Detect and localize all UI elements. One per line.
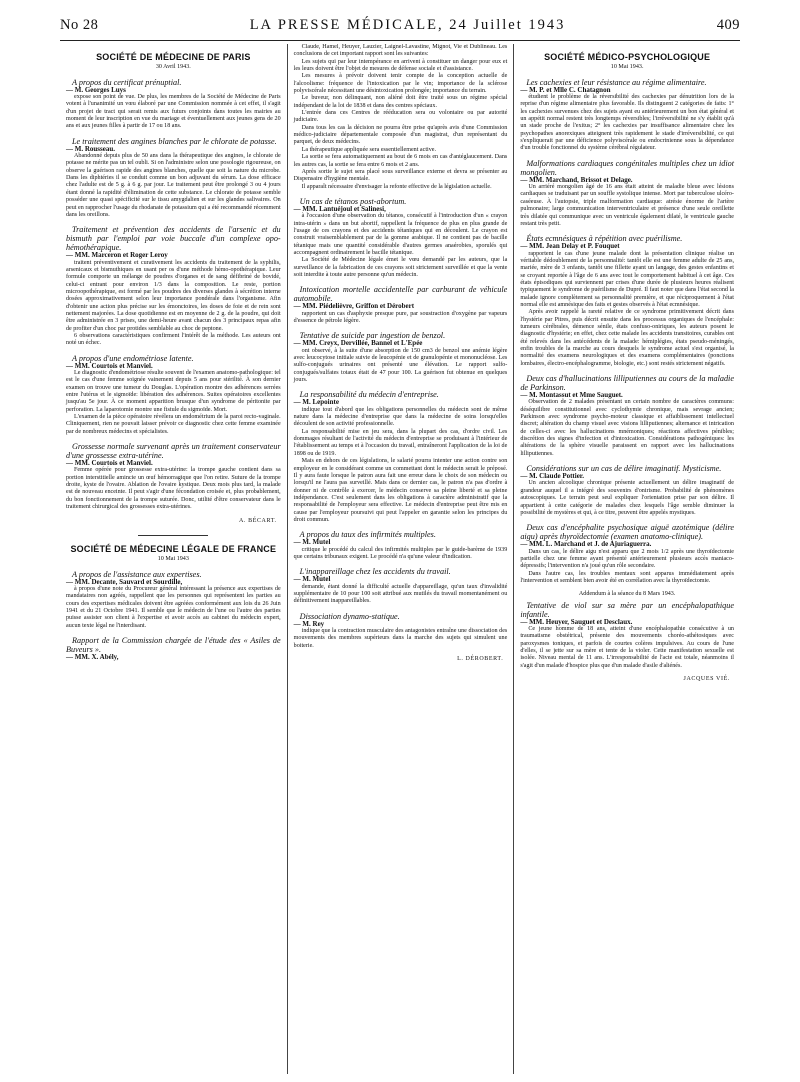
communication-authors: — MM. L. Marchand et J. de Ajuriaguerra. xyxy=(520,540,652,549)
communication-authors: — MM. Courtois et Manviel. xyxy=(66,459,153,468)
communication xyxy=(520,601,734,670)
communication xyxy=(294,567,508,605)
paragraph: Il apparaît nécessaire d'envisager la refonte effective de la législation actuelle. xyxy=(301,183,492,190)
communication xyxy=(520,374,734,458)
communication-authors: — MM. Marceron et Roger Leroy xyxy=(66,251,168,260)
communication xyxy=(66,137,281,219)
page-header xyxy=(60,10,740,41)
paragraph: Le buveur, non délinquant, non aliéné doit être traité sous un régime spécial indépendant de la loi de 1838 et dans des centres spéciaux. xyxy=(293,95,508,109)
paragraph: indique tout d'abord que les obligations personnelles du médecin sont de même nature dans la médecine d'entreprise que dans la médecine de soins lorsqu'elles découlent de son activité professionnelle. xyxy=(293,406,508,428)
communication-authors: — MM. Lantuéjoul et Salinesi, xyxy=(293,204,386,213)
paragraph: Dans tous les cas la décision ne pourra être prise qu'après avis d'une Commission médico-judiciaire départementale composée d'un magistrat, d'un représentant du parquet, de deux médecins. xyxy=(293,124,508,146)
communication xyxy=(66,636,281,661)
paragraph: Observation de 2 malades présentant un certain nombre de caractères communs: déséquilibre constitutionnel avec cyclothymie chronique, mais sevrage ancien; Parkinson avec syndrome psycho-moteur classique et affaiblissement intellectuel discret; altération du champ visuel avec visions lilliputiennes; alternance et intrication de celles-ci avec les hallucinations mnémoniques; réactions affectives pénibles; discrétion des signes d'infection et d'intoxication. Considérations pathogéniques: les altérations de la sphère visuelle paraissent en rapport avec les hallucinations lilliputiennes. xyxy=(520,399,734,457)
column-2 xyxy=(287,44,514,1074)
communication-title: Traitement et prévention des accidents de l'arsenic et du bismuth par l'emploi par voie buccale d'un complexe opo-hémothérapique. xyxy=(66,225,281,253)
communication-title: Considérations sur un cas de délire imaginatif. Mysticisme. xyxy=(526,464,722,474)
communication-authors: — M. Mutel xyxy=(293,538,331,547)
communication xyxy=(66,225,281,347)
paragraph: Ce jeune homme de 18 ans, atteint d'une encéphalopathie consécutive à un traumatisme obstétrical, présente des mouvements choréo-athétosiques avec paroxysmes toniques, et parfois de courtes colères impulsives. Au cours de l'une d'elles, il se jette sur sa mère et tente de la violer. Cette manifestation sexuelle est isolée. Niveau mental de 11 ans. L'irresponsabilité de l'acte est totale, néanmoins il s'agit d'un malade d'hospice plus que d'un malade d'asile d'aliénés. xyxy=(520,625,734,669)
communication-title: Le traitement des angines blanches par le chlorate de potasse. xyxy=(72,136,277,146)
communication-authors: — MM. Jean Delay et P. Fouquet xyxy=(520,242,620,251)
communication-authors: — MM. Decante, Sauvard et Sourdille, xyxy=(66,577,183,586)
communication-authors: — M. P. et Mlle C. Chatagnon xyxy=(520,85,611,94)
signature: JACQUES VIÉ. xyxy=(683,676,730,682)
communication xyxy=(520,78,734,153)
communication xyxy=(294,285,508,325)
paragraph: Dans un cas, le délire aigu n'est apparu que 2 mois 1/2 après une thyroïdectomie partielle chez une femme ayant présenté antérieurement plusieurs accès maniaco-dépressifs; l'intervention n'a joué qu'un rôle secondaire. xyxy=(520,548,734,570)
paragraph: Après avoir rappelé la rareté relative de ce syndrome primitivement décrit dans l'hystérie par Pitres, puis décrit ensuite dans les processus organiques de l'encéphale: tumeurs cérébrales, démence sénile, états confuso-oniriques, les auteurs posent le diagnostic d'hystérie; en effet, chez cette malade les accidents transitoires, curables ont été relevés dans les antécédents de la malade: hémiplégies, états pseudo-méningés, enfin troubles de la marche au cours desquels le syndrome actuel s'est organisé, la normalité des examens neurologiques et des examens complémentaires (ponctions lombaires, électro-encéphalogramme, biologie, etc.) sont restés strictement négatifs. xyxy=(520,309,734,367)
communication xyxy=(66,442,281,511)
paragraph: expose son point de vue. De plus, les membres de la Société de Médecine de Paris votent à l'unanimité un vœu élaboré par une Commission nommée à cet effet, il s'agit d'un projet de tract qui serait remis aux futurs conjoints dans toutes les mairies au moment de leur inscription en vue du mariage et éventuellement aux jeunes gens de 20 ans et aux jeunes filles à partir de 17 ou 18 ans. xyxy=(66,94,281,130)
communication-authors: — MM. Heuyer, Sauguet et Desclaux. xyxy=(520,617,633,626)
communication xyxy=(520,464,734,517)
paragraph: critique le procédé du calcul des infirmités multiples par le guide-barème de 1939 que certains tribunaux exigent. Le procédé n'a qu'une valeur d'indication. xyxy=(293,546,508,560)
paragraph: Mais en dehors de ces législations, le salarié pourra intenter une action contre son employeur en le considérant comme un commettant dont le médecin serait le préposé. Il y aura faute lorsque le patron aura fait une erreur dans le choix de son médecin ou lorsqu'il ne l'aura pas surveillé. Mais dans ce dernier cas, le patron n'a pas d'ordre à donner ni de contrôle à exercer, le médecin conserve sa pleine liberté et sa pleine indépendance. C'est seulement dans les obligations à caractère administratif que la responsabilité de l'employeur sera effective. Le médecin d'entreprise peut être mis en cause par l'employeur poursuivi qui peut l'appeler en garantie selon les principes du droit commun. xyxy=(293,458,508,523)
paragraph: Un ancien alcoolique chronique présente actuellement un délire imaginatif de grandeur auquel il a intégré des souvenirs d'onirisme. Probabilité de phénomènes autoscopiques. Le terrain peut seul expliquer l'orientation prise par son délire. Il appartient à cette catégorie de malades chez lesquels l'âge semble diminuer la possibilité de mystères et qui, à ce titre, peuvent être appelés mystiques. xyxy=(520,480,734,516)
communication-title: Tentative de suicide par ingestion de benzol. xyxy=(299,331,446,341)
communication xyxy=(520,159,734,228)
paragraph: L'examen de la pièce opératoire révélera un endométrium de la paroi recto-vaginale. Cliniquement, rien ne pouvait laisser prévoir ce diagnostic chez cette femme examinée par de nombreux médecins et spécialistes. xyxy=(66,414,281,435)
communication-authors: — MM. Creyx, Dervillée, Bannel et L'Epée xyxy=(293,339,423,348)
communication-authors: — M. Lepointe xyxy=(293,398,339,407)
paragraph: Abandonné depuis plus de 50 ans dans la thérapeutique des angines, le chlorate de potasse ne mérite pas un tel oubli. Si on l'administre selon une posologie rigoureuse, on observe la guérison rapide des angines blanches, quelle que soit la nature du microbe. Dans les diphtéries il se conduit comme un bon adjuvant du sérum. La dose efficace chez l'adulte est de 5 g. à 6 g. par jour. Le traitement peut être prolongé 3 ou 4 jours étant donné la rapidité d'élimination de cette substance. Le chlorate de potasse semble posséder une quasi spécificité sur le tissu amygdalien et sur les glandes salivaires. On peut en rapprocher l'usage du rhodanate de potassium qui a été recommandé récemment dans les oreillons. xyxy=(66,153,281,218)
section-divider xyxy=(138,535,208,536)
signature: L. DÉROBERT. xyxy=(457,656,504,663)
communication xyxy=(294,331,508,384)
communication xyxy=(294,612,508,650)
column-3 xyxy=(513,44,740,1074)
paragraph: indique que la contraction musculaire des antagonistes entraîne une dissociation des mouvements des membres supérieurs dans la marche des sujets qui simulent une boiterie. xyxy=(293,628,508,649)
paragraph: traitent préventivement et curativement les accidents du traitement de la syphilis, arsenicaux et bismuthiques en usant per os d'une méthode hémo-opothérapique. Leur formule comporte un mélange de poudres d'organes et de sang défibriné de bovidé, celui-ci entrant pour environ 1/3 dans la composition. Le reste, portion microopothérapique, est formé par les poudres des diverses glandes à sécrétion interne dosées approximativement selon leur importance pondérale dans l'organisme. Afin d'obtenir une action plus précise sur les émonctoires, les doses de foie et de rein sont nettement majorées. La dose quotidienne est en moyenne de 2 g. de la poudre, qui doit être administrée en 3 prises, une demi-heure avant chacun des 3 principaux repas afin de profiter d'un choc par protides semblable au choc de peptone. xyxy=(66,259,281,332)
communication-authors: — M. Georges Luys xyxy=(66,85,126,94)
communication-title: Dissociation dynamo-statique. xyxy=(299,611,400,621)
society-heading: SOCIÉTÉ DE MÉDECINE DE PARIS xyxy=(96,52,251,62)
paragraph: à propos d'une note du Procureur général intéressant la présence aux expertises de mandataires non agréés, rappellent que les personnes qui représentent les parties au cours des expertises médicales doivent être agréées conformément aux lois du 26 Juin 1941 et du 21 Octobre 1941. Il semble que le médecin de l'une ou l'autre des parties puisse assister son client à l'expertise et avoir accès au cabinet du médecin expert, aucun texte légal ne l'interdisant. xyxy=(66,585,281,629)
paragraph: à l'occasion d'une observation du tétanos, consécutif à l'introduction d'un « crayon intra-utérin » dans un but abortif, rappellent la fréquence de plus en plus grande de l'usage de ces crayons et des accidents tétaniques qui en découlent. Le crayon est construit vraisemblablement par de la gomme arabique. Il ne contient pas de bacille tétanique mais une quantité considérable d'autres germes anaérobies, sporulés qui accompagnent ordinairement le bacille tétanique. xyxy=(293,213,508,256)
communication-authors: — MM. Courtois et Manviel. xyxy=(66,361,153,370)
paragraph: Dans l'autre cas, les troubles mentaux sont apparus immédiatement après l'intervention et semblent bien avoir été en corrélation avec la thyroïdectomie. xyxy=(520,570,734,584)
communication xyxy=(66,354,281,436)
communication-authors: — M. Claude Pottier. xyxy=(520,472,585,481)
paragraph: La sortie se fera automatiquement au bout de 6 mois en cas d'antéglaucement. Dans les autres cas, la sortie se fera entre 6 mois et 2 ans. xyxy=(293,154,508,168)
communication-authors: — MM. Piédelièvre, Griffon et Dérobert xyxy=(293,302,415,311)
communication-title: États ecmnésiques à répétition avec puérilisme. xyxy=(526,234,683,244)
communication-title: Deux cas d'hallucinations lilliputiennes au cours de la maladie de Parkinson. xyxy=(520,374,734,393)
communication-authors: — M. Rousseau. xyxy=(66,144,116,153)
communication xyxy=(66,570,281,630)
communication xyxy=(294,530,508,561)
paragraph: Un arriéré mongolien âgé de 16 ans était atteint de maladie bleue avec lésions cardiaques se traduisant par un souffle systolique intense. Mort par tuberculose ulcéro-caséeuse. À l'autopsie, triple malformation cardiaque: atrésie énorme de l'artère pulmonaire; large communication interventriculaire et présence d'une seule oreillette très dilatée qui communique avec un ventricule également dilaté, le ventricule gauche restant très petit. xyxy=(520,184,734,227)
paragraph: Femme opérée pour grossesse extra-utérine: la trompe gauche contient dans sa portion interstitielle amincie un œuf hémorragique que l'on retire. Suture de la trompe droite, kyste de l'ovaire. Ablation de l'ovaire kystique. Deux mois plus tard, la malade est de nouveau enceinte. Il peut s'agir d'une fécondation croisée et, plus probablement, du bon fonctionnement de la trompe suturée. Donc, utilité d'être conservateur dans le traitement chirurgical des grossesses extra-utérines. xyxy=(66,467,281,511)
communication-title: A propos du taux des infirmités multiples. xyxy=(299,530,436,540)
communication-authors: — M. Montassut et Mme Sauguet. xyxy=(520,391,623,400)
addendum-note: Addendum à la séance du 8 Mars 1943. xyxy=(578,591,676,598)
paragraph: La responsabilité mise en jeu sera, dans la plupart des cas, d'ordre civil. Les dommages résultant de l'activité du médecin d'entreprise se produisant à l'intérieur de l'établissement au temps et à l'occasion du travail, entraîneront l'application de la loi de 1898 ou de 1919. xyxy=(293,428,508,457)
communication-title: La responsabilité du médecin d'entreprise. xyxy=(299,390,439,400)
communication-authors: — MM. X. Abély, xyxy=(66,652,119,661)
communication-title: Deux cas d'encéphalite psychosique aiguë azotémique (délire aigu) après thyroïdectomie (examen anatomo-clinique). xyxy=(520,523,734,542)
paragraph: rapportent le cas d'une jeune malade dont la présentation clinique réalise un véritable dédoublement de la personnalité: tantôt elle est une femme adulte de 25 ans, mariée, mère de 3 enfants, tantôt une fillette ayant un langage, des gestes enfantins et se croyant reportée à l'âge de 6 ans avec tout le comportement habituel à cet âge. Ces états épisodiques qui surviennent par crises d'une durée de plusieurs heures réalisent typiquement le syndrome de puérilisme de Dupré. Il faut noter que dans l'état second la malade ignore complètement sa personnalité première, et que réciproquement à l'état normal elle est amnésique des faits et gestes observés à l'état ecmnésique. xyxy=(520,250,734,308)
communication xyxy=(294,197,508,279)
paragraph: rapportent un cas d'asphyxie presque pure, par soustraction d'oxygène par vapeurs d'essence de pétrole légère. xyxy=(293,310,508,324)
paragraph: La Société de Médecine légale émet le vœu demandé par les auteurs, que la surveillance de la fabrication de ces crayons soit strictement surveillée et que la vente soit interdite à toute autre personne qu'un médecin. xyxy=(293,257,508,278)
paragraph: L'entrée dans ces Centres de rééducation sera ou volontaire ou par autorité judiciaire. xyxy=(293,110,508,124)
page-number: 409 xyxy=(716,16,740,33)
communication xyxy=(66,78,281,131)
communication-authors: — MM. Marchand, Brissot et Delage. xyxy=(520,175,633,184)
session-date: 30 Avril 1943. xyxy=(155,64,191,71)
article-columns xyxy=(60,44,740,1074)
communication-authors: — M. Mutel xyxy=(293,575,331,584)
communication-title: Tentative de viol sur sa mère par un encéphalopathique infantile. xyxy=(520,600,734,619)
paragraph: 6 observations caractéristiques confirment l'intérêt de la méthode. Les auteurs ont noté un échec. xyxy=(66,332,281,347)
session-date: 10 Mai 1943 xyxy=(157,556,189,563)
society-heading: SOCIÉTÉ MÉDICO-PSYCHOLOGIQUE xyxy=(544,52,711,62)
issue-number: No 28 xyxy=(60,16,99,33)
communication-title: A propos de l'assistance aux expertises. xyxy=(72,569,202,579)
paragraph: Les mesures à prévoir doivent tenir compte de la conception actuelle de l'alcoolisme: fréquence de l'intoxication par le vin; importance de la sclérose polyviscérale nécessitant une désintoxication prolongée; importance du terrain. xyxy=(293,73,508,95)
paragraph: ont observé, à la suite d'une absorption de 150 cm3 de benzol une anémie légère avec leucocytose initiale suivie de leucopénie et de granulopénie et mononucléose. Les sulfo-conjugués urinaires ont présenté une élévation. Le rapport sulfo-conjugués/sulfates totaux était de 47 pour 100. La guérison fut obtenue en quelques jours. xyxy=(293,347,508,384)
communication-title: Un cas de tétanos post-abortum. xyxy=(299,196,407,206)
communication-title: L'inappareillage chez les accidents du travail. xyxy=(299,567,451,577)
session-date: 10 Mai 1943. xyxy=(610,64,644,71)
journal-title: LA PRESSE MÉDICALE, 24 Juillet 1943 xyxy=(249,16,566,33)
paragraph: La thérapeutique appliquée sera essentiellement active. xyxy=(301,146,436,153)
paragraph: Le diagnostic d'endométriose résulte souvent de l'examen anatomo-pathologique: tel est le cas d'une femme soignée vainement depuis 5 ans pour stérilité. À son dernier examen on trouve une tumeur du Douglas. L'opération montre des adhérences serrées entre l'utérus et le sigmoïde: libération des adhérences. Suites opératoires excellentes jusqu'au 5e jour. À ce moment apparition brusque d'un syndrome de péritonite par perforation. La laparotomie montre une fistule du sigmoïde. Mort. xyxy=(66,370,281,413)
communication-title: Malformations cardiaques congénitales multiples chez un idiot mongolien. xyxy=(520,158,734,177)
paragraph: Après sortie le sujet sera placé sous surveillance externe et devra se présenter au Dispensaire d'hygiène mentale. xyxy=(293,168,508,183)
communication-title: A propos d'une endométriose latente. xyxy=(72,353,194,363)
paragraph: demande, étant donné la difficulté actuelle d'appareillage, qu'un taux d'invalidité supplémentaire de 10 pour 100 soit attribué aux mutilés du travail momentanément ou définitivement inappareillables. xyxy=(293,583,508,605)
paragraph: Les sujets qui par leur intempérance en arrivent à constituer un danger pour eux et les leurs doivent être l'objet de mesures de défense sociale et d'assistance. xyxy=(293,58,508,73)
communication-title: Les cachexies et leur résistance au régime alimentaire. xyxy=(526,77,707,87)
communication xyxy=(520,234,734,368)
communication-title: A propos du certificat prénuptial. xyxy=(72,77,182,87)
society-heading: SOCIÉTÉ DE MÉDECINE LÉGALE DE FRANCE xyxy=(70,543,277,554)
communication-authors: — M. Rey xyxy=(293,619,325,628)
communication-title: Intoxication mortelle accidentelle par carburant de véhicule automobile. xyxy=(293,285,508,304)
communication-title: Rapport de la Commission chargée de l'étude des « Asiles de Buveurs ». xyxy=(66,635,281,654)
paragraph: Claude, Hamel, Heuyer, Lauzier, Laignel-Lavastine, Mignot, Vie et Dublineau. Les conclusions de cet important rapport sont les suivantes: xyxy=(293,44,508,58)
communication-title: Grossesse normale survenant après un traitement conservateur d'une grossesse extra-utérine. xyxy=(66,442,281,461)
column-1 xyxy=(60,44,287,1074)
communication xyxy=(520,523,734,585)
signature: A. BÉCART. xyxy=(238,517,277,524)
communication xyxy=(294,390,508,524)
paragraph: étudient le problème de la réversibilité des cachexies par dénutrition lors de la reprise d'un régime alimentaire plus favorable. Ils distinguent 2 catégories de faits: 1° les cachexies survenues chez des sujets ayant eu antérieurement un bon état général et un appétit normal restent très longtemps réversibles; l'irréversibilité ne s'y établit qu'à un stade proche de l'exitus; 2° les cachexies par insuffisance alimentaire chez les psychopathes anorexiques atteignent très rapidement le stade d'irréversibilité, ce qui s'expliquerait par une déficience polyviscérale ou endocrinienne sous la dépendance d'un trouble fonctionnel du système cérébral régulateur. xyxy=(520,94,734,152)
